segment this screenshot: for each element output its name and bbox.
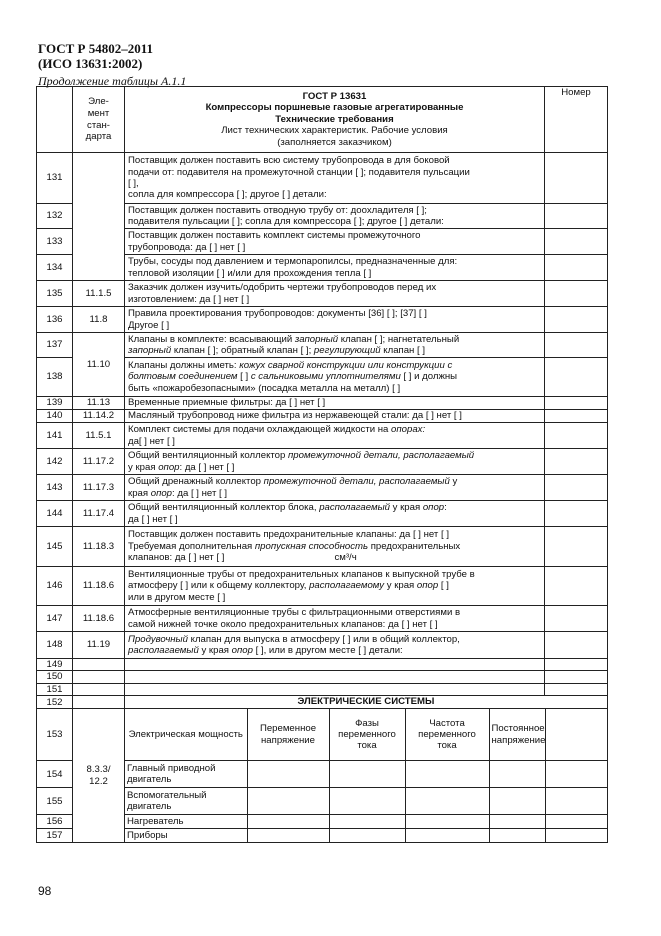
table-row: 148 11.19 Продувочный клапан для выпуска в атмосферу [ ] или в общий коллектор, располагаемый у края опор [ ], или в другом месте [ ] детали: (37, 632, 608, 659)
table-row: 133 Поставщик должен поставить комплект системы промежуточного трубопровода: да [ ] нет [ ] (37, 229, 608, 255)
table-row: 152 ЭЛЕКТРИЧЕСКИЕ СИСТЕМЫ (37, 696, 608, 709)
standard-code: ГОСТ Р 54802–2011 (38, 41, 154, 56)
table-row: 141 11.5.1 Комплект системы для подачи охлаждающей жидкости на опорах: да[ ] нет [ ] (37, 423, 608, 449)
table-row: 144 11.17.4 Общий вентиляционный коллектор блока, располагаемый у края опор: да [ ] нет [ ] (37, 501, 608, 527)
table-row: 138 Клапаны должны иметь: кожух сварной конструкции или конструкции с болтовым соединением [ ] с сальниковыми уплотнителями [ ] и должны быть «пожаробезопасными» (посадка металла на металл) [ ] (37, 358, 608, 397)
table-row: 142 11.17.2 Общий вентиляционный коллектор промежуточной детали, располагаемый у края опор: да [ ] нет [ ] (37, 449, 608, 475)
element-cell: 8.3.3/ 12.2 (73, 709, 125, 843)
element-cell-empty (73, 153, 125, 281)
table-row: 154 Главный приводной двигатель (37, 761, 608, 788)
element-column-header: Эле- мент стан- дарта (73, 87, 125, 153)
table-row: 140 11.14.2 Масляный трубопровод ниже фильтра из нержавеющей стали: да [ ] нет [ ] (37, 410, 608, 423)
table-row: 132 Поставщик должен поставить отводную трубу от: доохладителя [ ]; подавителя пульсации [ ]; сопла для компрессора [ ]; другое [ ] детали: (37, 204, 608, 229)
table-header-row (37, 87, 608, 153)
table-row: 150 (37, 671, 608, 683)
table-row: 134 Трубы, сосуды под давлением и термопаропилсы, предназначенные для: тепловой изоляции [ ] и/или для прохождения тепла [ ] (37, 255, 608, 281)
electrical-header-table: Электрическая мощность Переменное напряжение Фазы переменного тока Частота переменного тока Постоянное напряжение (125, 709, 607, 760)
table-row: 149 (37, 659, 608, 671)
table-row: 156 Нагреватель (37, 815, 608, 829)
table-row: 147 11.18.6 Атмосферные вентиляционные трубы с фильтрационными отверстиями в самой нижней точке около предохранительных клапанов: да [ ] нет [ ] (37, 606, 608, 632)
table-row: 151 (37, 683, 608, 695)
table-continuation-label: Продолжение таблицы А.1.1 (38, 74, 187, 88)
table-row: 139 11.13 Временные приемные фильтры: да [ ] нет [ ] (37, 397, 608, 410)
table-row: 135 11.1.5 Заказчик должен изучить/одобрить чертежи трубопроводов перед их изготовлением: да [ ] нет [ ] (37, 281, 608, 307)
page-number: 98 (38, 884, 52, 898)
table-row: 155 Вспомогательный двигатель (37, 788, 608, 815)
table-row: 131 Поставщик должен поставить всю систему трубопровода в для боковой подачи от: подавителя на промежуточной станции [ ]; подавителя пульсации [ ], сопла для компрессора [ ]; другое [ ] детали: (37, 153, 608, 204)
specification-table (36, 86, 608, 843)
number-column-header: Номер (545, 87, 608, 153)
table-row: 153 8.3.3/ 12.2 Электрическая мощность Переменное напряжение Фазы переменного тока Частота переменного тока Постоянное напряжение (37, 709, 608, 761)
table-row: 137 11.10 Клапаны в комплекте: всасывающий запорный клапан [ ]; нагнетательный запорный клапан [ ]; обратный клапан [ ]; регулирующий клапан [ ] (37, 333, 608, 358)
section-heading-electrical: ЭЛЕКТРИЧЕСКИЕ СИСТЕМЫ (125, 696, 608, 709)
table-row: 146 11.18.6 Вентиляционные трубы от предохранительных клапанов к выпускной трубе в атмосферу [ ] или к общему коллектору, располагаемому у края опор [ ] или в другом месте [ ] (37, 567, 608, 606)
title-column-header: ГОСТ Р 13631 Компрессоры поршневые газовые агрегатированные Технические требования Лист технических характеристик. Рабочие условия (заполняется заказчиком) (125, 87, 545, 153)
standard-iso-code: (ИСО 13631:2002) (38, 56, 143, 71)
table-row: 136 11.8 Правила проектирования трубопроводов: документы [36] [ ]; [37] [ ] Другое [ ] (37, 307, 608, 333)
table-row: 143 11.17.3 Общий дренажный коллектор промежуточной детали, располагаемый у края опор: да [ ] нет [ ] (37, 475, 608, 501)
table-row: 157 Приборы (37, 829, 608, 843)
table-row: 145 11.18.3 Поставщик должен поставить предохранительные клапаны: да [ ] нет [ ] Требуемая дополнительная пропускная способность предохранительных клапанов: да [ ] нет [ ] см³/ч (37, 527, 608, 567)
